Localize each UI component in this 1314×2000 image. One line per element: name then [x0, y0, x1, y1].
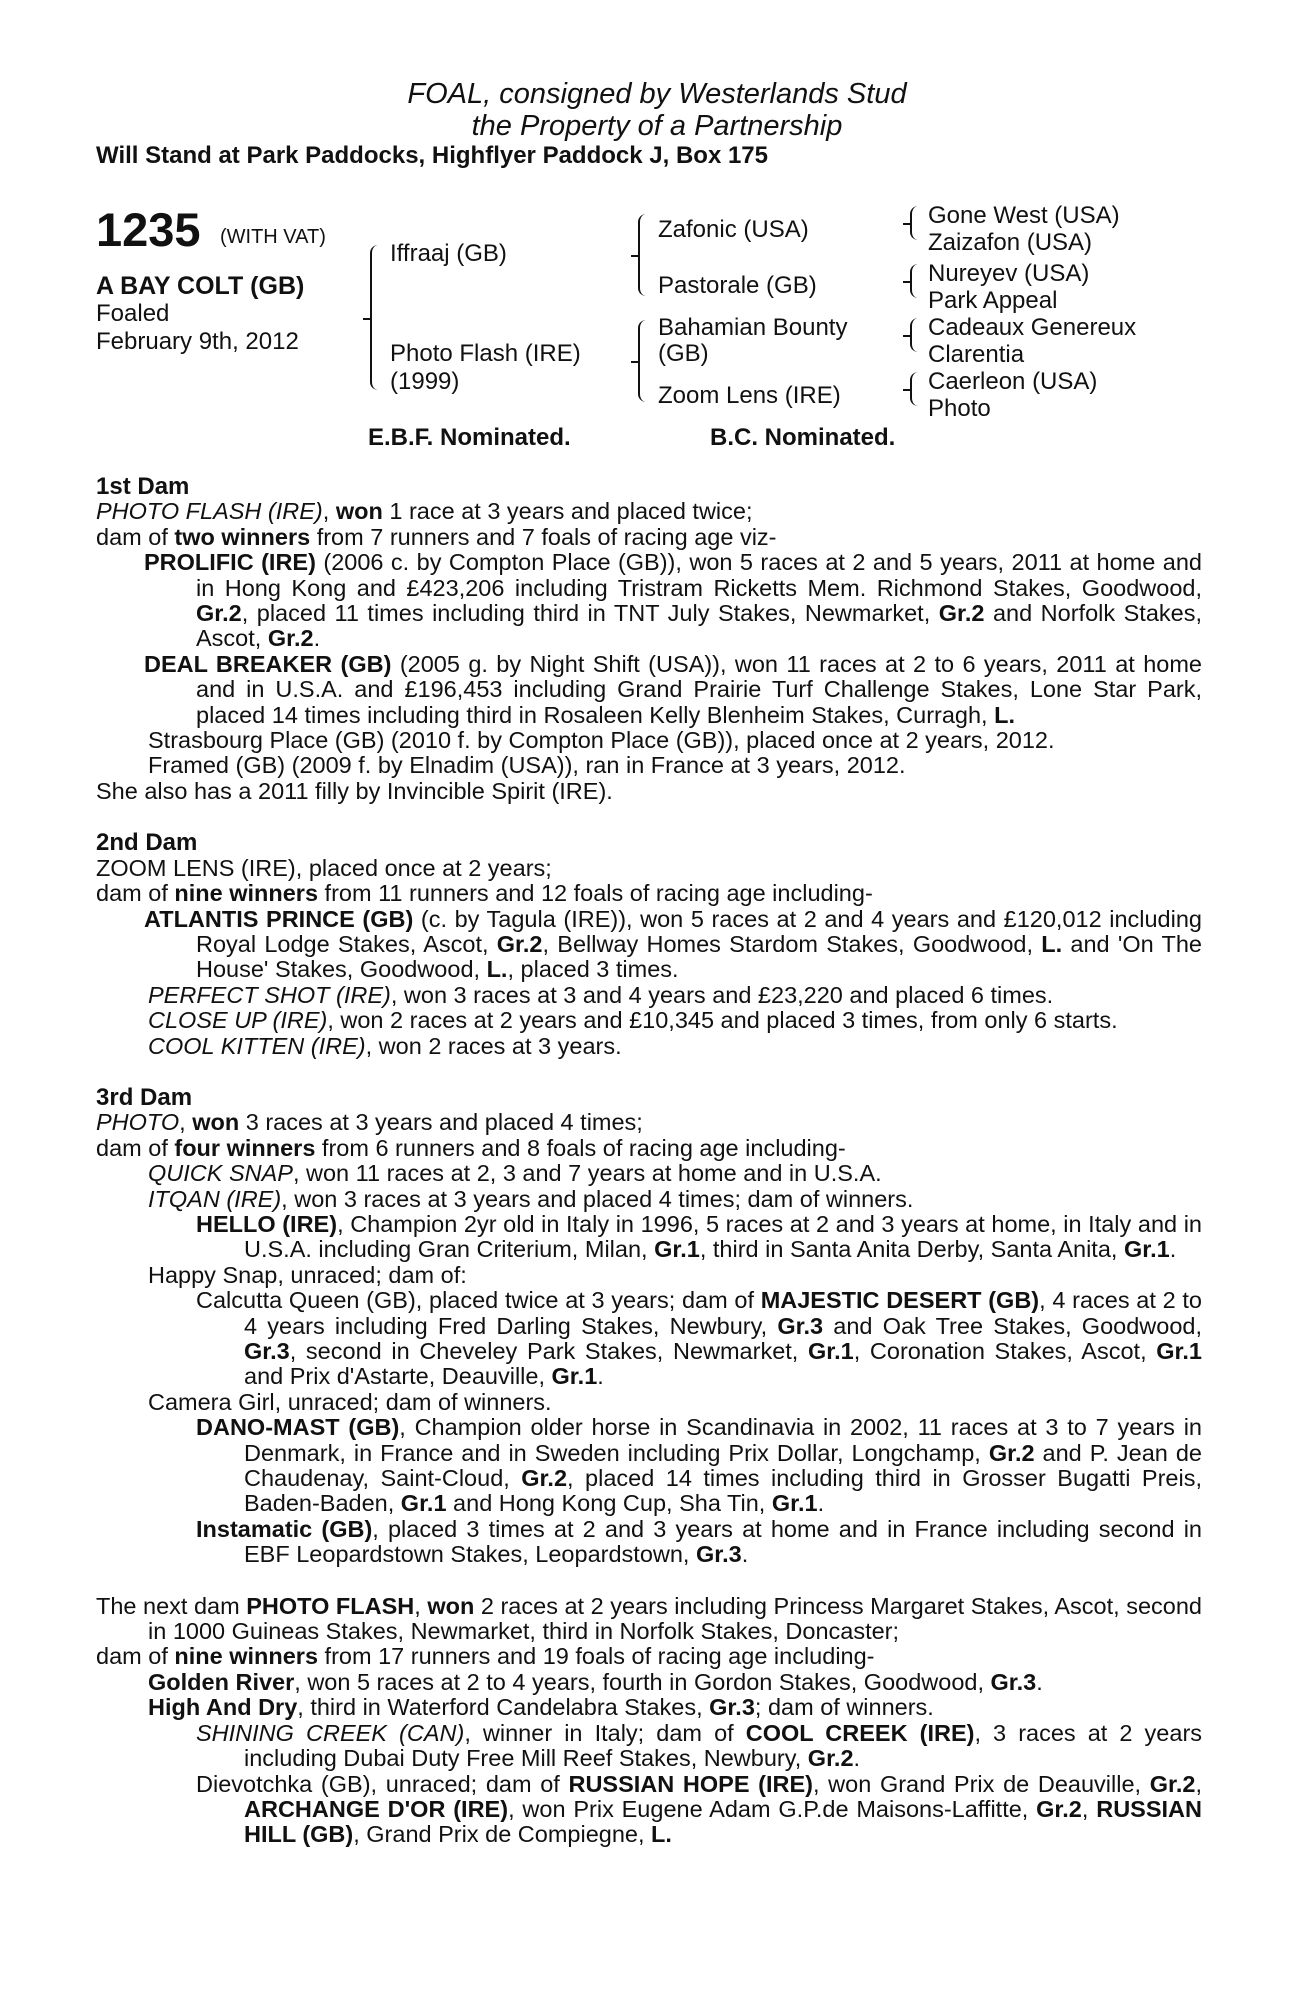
- progeny-dano-mast: DANO-MAST (GB), Champion older horse in Scandinavia in 2002, 11 races at 3 to 7 years in Denmark, in France and in Sweden including Prix Dollar, Longchamp, Gr.2 and P. Jean de Chaudenay, Saint-Cloud, Gr.2, placed 14 times including third in Grosser Bugatti Preis, Baden-Baden, Gr.1 and Hong Kong Cup, Sha Tin, Gr.1.: [196, 1414, 1202, 1517]
- consignor-line: FOAL, consigned by Westerlands Stud: [407, 78, 907, 110]
- first-dam-heading: 1st Dam: [96, 473, 190, 500]
- gen3-dds: Caerleon (USA): [928, 368, 1098, 395]
- sire-dam: Pastorale (GB): [658, 272, 817, 299]
- brace-sire-dam: [370, 245, 380, 390]
- progeny-quick-snap: QUICK SNAP, won 11 races at 2, 3 and 7 years at home and in U.S.A.: [148, 1160, 882, 1187]
- dam: Photo Flash (IRE): [390, 340, 581, 367]
- progeny-framed: Framed (GB) (2009 f. by Elnadim (USA)), ran in France at 3 years, 2012.: [148, 752, 906, 779]
- third-dam-line: PHOTO, won 3 races at 3 years and placed 4 times;: [96, 1109, 643, 1136]
- lot-number: 1235: [96, 203, 201, 256]
- vat-note: (WITH VAT): [220, 226, 326, 248]
- dam-sire-country: (GB): [658, 340, 709, 367]
- progeny-high-and-dry: High And Dry, third in Waterford Candelabra Stakes, Gr.3; dam of winners.: [148, 1694, 934, 1721]
- gen3-sss: Gone West (USA): [928, 202, 1120, 229]
- dam-sire: Bahamian Bounty: [658, 314, 848, 341]
- brace-sire-parents: [638, 214, 648, 296]
- gen3-ssd: Zaizafon (USA): [928, 229, 1093, 256]
- third-dam-heading: 3rd Dam: [96, 1083, 193, 1111]
- property-line: the Property of a Partnership: [471, 110, 843, 142]
- progeny-golden-river: Golden River, won 5 races at 2 to 4 years, fourth in Gordon Stakes, Goodwood, Gr.3.: [148, 1668, 1043, 1695]
- brace-gen3-1: [910, 206, 920, 240]
- next-dam-produce-summary: dam of nine winners from 17 runners and 19 foals of racing age including-: [96, 1643, 875, 1670]
- gen3-sds: Nureyev (USA): [928, 260, 1090, 287]
- next-dam-line: The next dam PHOTO FLASH, won 2 races at 2 years including Princess Margaret Stakes, Ascot, second in 1000 Guineas Stakes, Newmarket, third in Norfolk Stakes, Doncaster;: [96, 1592, 1202, 1645]
- sire: Iffraaj (GB): [390, 240, 507, 267]
- foaled-label: Foaled: [96, 300, 170, 327]
- progeny-instamatic: Instamatic (GB), placed 3 times at 2 and 3 years at home and in France including second in EBF Leopardstown Stakes, Leopardstown, Gr.3.: [196, 1515, 1202, 1568]
- progeny-camera-girl: Camera Girl, unraced; dam of winners.: [148, 1388, 552, 1415]
- progeny-hello: HELLO (IRE), Champion 2yr old in Italy in 1996, 5 races at 2 and 3 years at home, in Italy and in U.S.A. including Gran Criterium, Milan, Gr.1, third in Santa Anita Derby, Santa Anita, Gr.1.: [196, 1210, 1202, 1263]
- dam-history: [96, 474, 1202, 1848]
- brace-gen3-2: [910, 264, 920, 298]
- gen3-dsd: Clarentia: [928, 341, 1025, 368]
- gen3-ddd: Photo: [928, 395, 991, 422]
- progeny-prolific: PROLIFIC (IRE) (2006 c. by Compton Place (GB)), won 5 races at 2 and 5 years, 2011 at home and in Hong Kong and £423,206 including Tristram Ricketts Mem. Richmond Stakes, Goodwood, Gr.2, placed 11 times including third in TNT July Stakes, Newmarket, Gr.2 and Norfolk Stakes, Ascot, Gr.2.: [144, 549, 1202, 652]
- dam-dam: Zoom Lens (IRE): [658, 382, 841, 409]
- progeny-dievotchka: Dievotchka (GB), unraced; dam of RUSSIAN HOPE (IRE), won Grand Prix de Deauville, Gr.2, ARCHANGE D'OR (IRE), won Prix Eugene Adam G.P.de Maisons-Laffitte, Gr.2, RUSSIAN HILL (GB), Grand Prix de Compiegne, L.: [196, 1770, 1202, 1848]
- progeny-shining-creek: SHINING CREEK (CAN), winner in Italy; dam of COOL CREEK (IRE), 3 races at 2 years including Dubai Duty Free Mill Reef Stakes, Newbury, Gr.2.: [196, 1719, 1203, 1772]
- progeny-strasbourg-place: Strasbourg Place (GB) (2010 f. by Compton Place (GB)), placed once at 2 years, 2012.: [148, 727, 1055, 754]
- first-dam-produce-summary: dam of two winners from 7 runners and 7 foals of racing age viz-: [96, 523, 777, 550]
- sire-sire: Zafonic (USA): [658, 216, 809, 243]
- brace-dam-parents: [638, 320, 648, 402]
- progeny-itqan: ITQAN (IRE), won 3 races at 3 years and placed 4 times; dam of winners.: [148, 1185, 914, 1212]
- foaled-date: February 9th, 2012: [96, 328, 299, 355]
- brace-gen3-3: [910, 318, 920, 352]
- first-dam-line: PHOTO FLASH (IRE), won 1 race at 3 years and placed twice;: [96, 498, 753, 525]
- progeny-perfect-shot: PERFECT SHOT (IRE), won 3 races at 3 and 4 years and £23,220 and placed 6 times.: [148, 981, 1054, 1008]
- brace-gen3-4: [910, 372, 920, 406]
- gen3-sdd: Park Appeal: [928, 287, 1058, 314]
- first-dam-note: She also has a 2011 filly by Invincible Spirit (IRE).: [96, 777, 613, 804]
- second-dam-heading: 2nd Dam: [96, 829, 198, 857]
- dam-year: (1999): [390, 368, 460, 395]
- bc-nominated: B.C. Nominated.: [710, 424, 896, 451]
- progeny-close-up: CLOSE UP (IRE), won 2 races at 2 years and £10,345 and placed 3 times, from only 6 starts.: [148, 1007, 1118, 1034]
- progeny-happy-snap: Happy Snap, unraced; dam of:: [148, 1261, 467, 1288]
- progeny-atlantis-prince: ATLANTIS PRINCE (GB) (c. by Tagula (IRE)), won 5 races at 2 and 4 years and £120,012 including Royal Lodge Stakes, Ascot, Gr.2, Bellway Homes Stardom Stakes, Goodwood, L. and 'On The House' Stakes, Goodwood, L., placed 3 times.: [144, 905, 1202, 983]
- progeny-deal-breaker: DEAL BREAKER (GB) (2005 g. by Night Shift (USA)), won 11 races at 2 to 6 years, 2011 at home and in U.S.A. and £196,453 including Grand Prairie Turf Challenge Stakes, Lone Star Park, placed 14 times including third in Rosaleen Kelly Blenheim Stakes, Curragh, L.: [144, 650, 1202, 728]
- second-dam-produce-summary: dam of nine winners from 11 runners and 12 foals of racing age including-: [96, 880, 873, 907]
- third-dam-produce-summary: dam of four winners from 6 runners and 8 foals of racing age including-: [96, 1134, 846, 1161]
- progeny-calcutta-queen: Calcutta Queen (GB), placed twice at 3 years; dam of MAJESTIC DESERT (GB), 4 races at 2 to 4 years including Fred Darling Stakes, Newbury, Gr.3 and Oak Tree Stakes, Goodwood, Gr.3, second in Cheveley Park Stakes, Newmarket, Gr.1, Coronation Stakes, Ascot, Gr.1 and Prix d'Astarte, Deauville, Gr.1.: [196, 1287, 1202, 1390]
- second-dam-line: ZOOM LENS (IRE), placed once at 2 years;: [96, 854, 552, 881]
- gen3-dss: Cadeaux Genereux: [928, 314, 1137, 341]
- lot-name: A BAY COLT (GB): [96, 272, 305, 300]
- stabling-line: Will Stand at Park Paddocks, Highflyer Paddock J, Box 175: [96, 142, 768, 169]
- ebf-nominated: E.B.F. Nominated.: [368, 424, 571, 451]
- progeny-cool-kitten: COOL KITTEN (IRE), won 2 races at 3 years.: [148, 1032, 622, 1059]
